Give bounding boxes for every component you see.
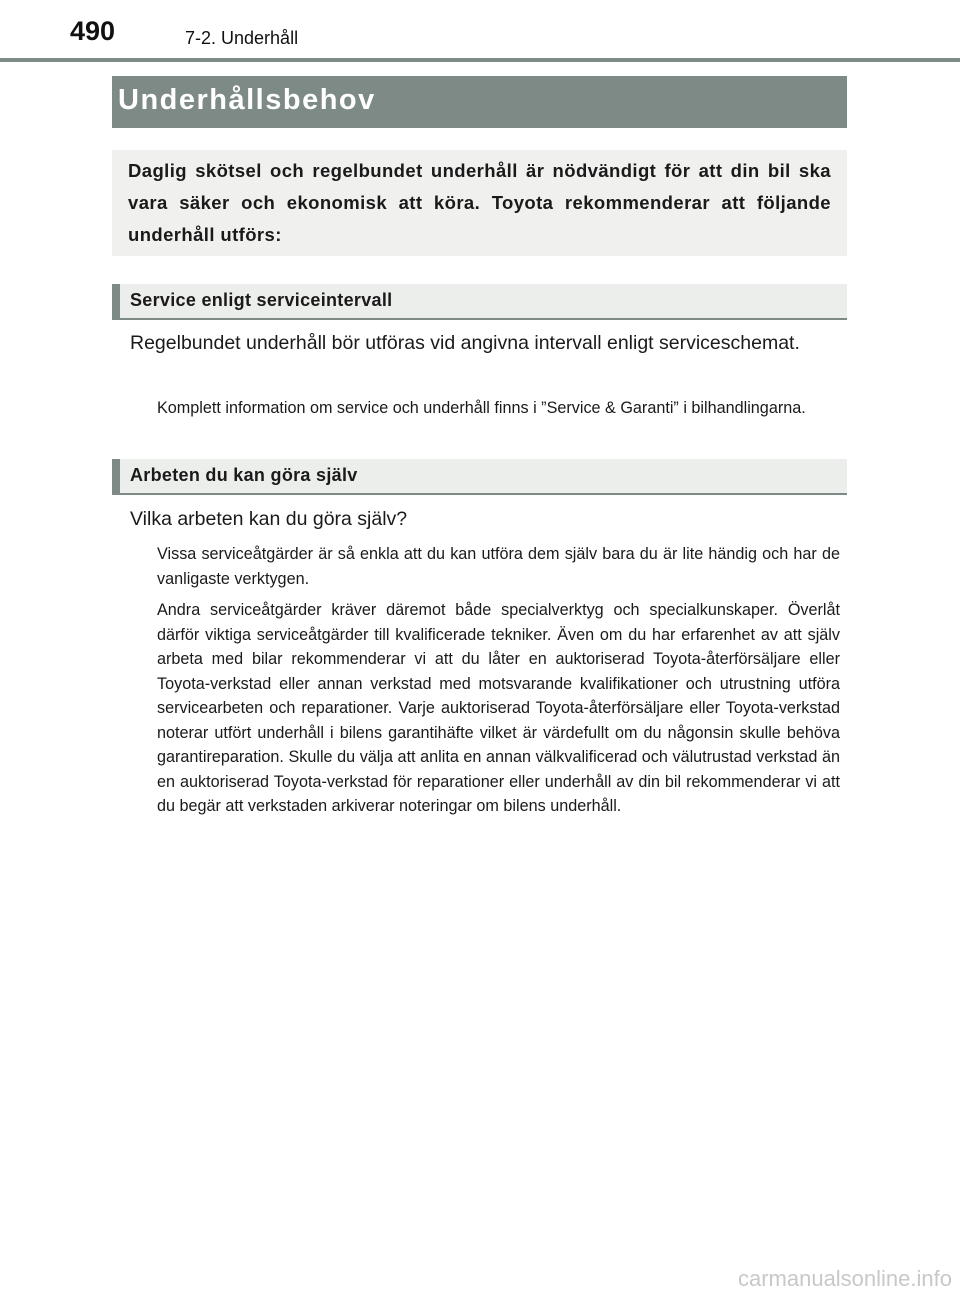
page-header (0, 0, 960, 60)
section-paragraph: Komplett information om service och underhåll finns i ”Service & Garanti” i bilhandlingarna. (157, 399, 806, 417)
section-label: 7-2. Underhåll (185, 28, 299, 48)
section-paragraph: Vissa serviceåtgärder är så enkla att du kan utföra dem själv bara du är lite händig och har de vanligaste verktygen. (157, 545, 840, 588)
section-heading-service-interval (112, 284, 847, 320)
page-title-bar (112, 76, 847, 128)
section-paragraph: Andra serviceåtgärder kräver däremot både specialverktyg och specialkunskaper. Överlåt därför viktiga serviceåtgärder till kvalificerade tekniker. Även om du har erfarenhet av att själv arbeta med bilar rekommenderar vi att du låter en auktoriserad Toyota-återförsäljare eller Toyota-verkstad eller annan verkstad med motsvarande kvalifikationer och utrustning utföra servicearbeten och reparationer. Varje auktoriserad Toyota-återförsäljare eller Toyota-verkstad noterar utfört underhåll i bilens garantihäfte vilket är värdefullt om du någonsin skulle behöva garantireparation. Skulle du välja att anlita en annan välkvalificerad och välutrustad verkstad än en auktoriserad Toyota-verkstad för reparationer eller underhåll av din bil rekommenderar vi att du begär att verkstaden arkiverar noteringar om bilens underhåll. (157, 601, 840, 815)
intro-text: Daglig skötsel och regelbundet underhåll är nödvändigt för att din bil ska vara säker och ekonomisk att köra. Toyota rekommenderar att följande underhåll utförs: (128, 160, 831, 245)
section-heading-label: Arbeten du kan göra själv (130, 465, 358, 485)
section-lead-text: Vilka arbeten kan du göra själv? (130, 508, 408, 530)
intro-box (112, 150, 847, 256)
section-heading-diy-work (112, 459, 847, 495)
watermark: carmanualsonline.info (737, 1266, 952, 1291)
page-title: Underhållsbehov (118, 84, 376, 116)
page-number: 490 (70, 16, 116, 46)
section-lead-text: Regelbundet underhåll bör utföras vid angivna intervall enligt serviceschemat. (130, 332, 800, 354)
header-divider (0, 58, 960, 62)
section-heading-label: Service enligt serviceintervall (130, 290, 393, 310)
